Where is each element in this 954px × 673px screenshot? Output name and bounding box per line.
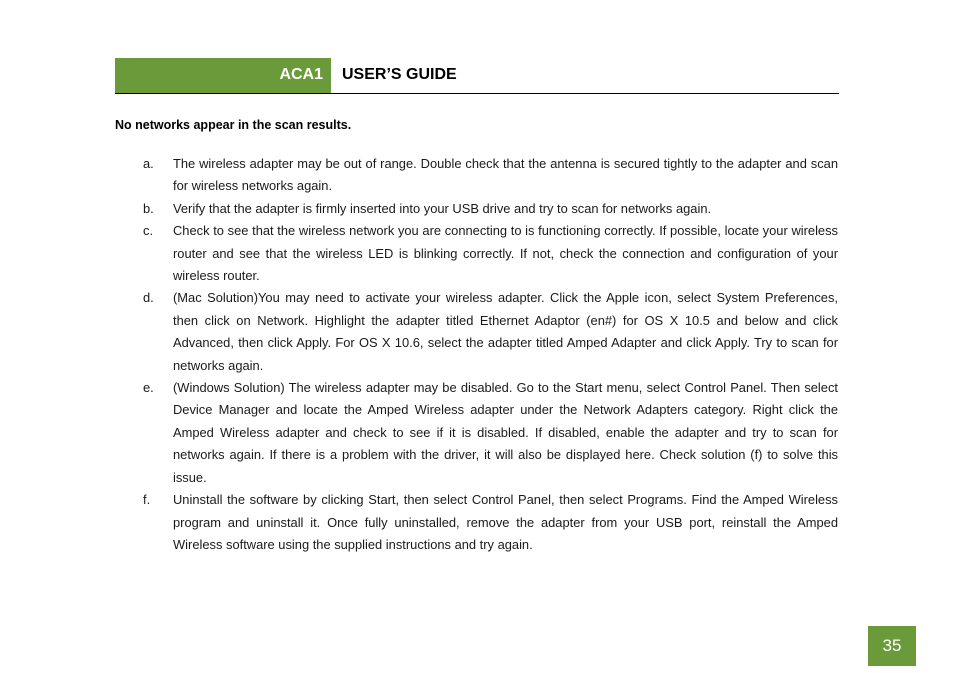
list-item-text: Verify that the adapter is firmly inserted into your USB drive and try to scan for networks again.: [173, 200, 712, 216]
list-item: [143, 220, 838, 287]
list-item-marker: a.: [143, 156, 154, 171]
list-item-marker: f.: [143, 492, 151, 508]
list-item-text: Check to see that the wireless network you are connecting to is functioning correctly. If possible, locate your wireless router and see that the wireless LED is blinking correctly. If not, check the connection and configuration of your wireless router.: [173, 223, 838, 284]
troubleshooting-list: [143, 153, 838, 556]
list-item-marker: d.: [143, 290, 154, 306]
list-item-text: Uninstall the software by clicking Start, then select Control Panel, then select Programs. Find the Amped Wireless program and uninstall it. Once fully uninstalled, remove the adapter from your USB port, reinstall the Amped Wireless software using the supplied instructions and try again.: [173, 492, 838, 552]
list-item: [143, 377, 838, 489]
header-product-block: [115, 58, 331, 93]
product-name: ACA1: [279, 66, 323, 83]
section-heading: No networks appear in the scan results.: [115, 118, 352, 132]
list-item-marker: b.: [143, 200, 154, 216]
document-title: USER’S GUIDE: [342, 66, 457, 83]
list-item-marker: c.: [143, 223, 154, 239]
list-item: [143, 153, 838, 198]
list-item: [143, 489, 838, 556]
page-number: 35: [868, 626, 916, 666]
list-item-marker: e.: [143, 380, 154, 396]
list-item-text: (Windows Solution) The wireless adapter may be disabled. Go to the Start menu, select Control Panel. Then select Device Manager and locate the Amped Wireless adapter under the Network Adapters category. Right click the Amped Wireless adapter and check to see if it is disabled. If disabled, enable the adapter and try to scan for networks again. If there is a problem with the driver, it will also be displayed here. Check solution (f) to solve this issue.: [173, 380, 838, 485]
list-item: [143, 287, 838, 377]
list-item: [143, 198, 838, 220]
list-item-text: The wireless adapter may be out of range. Double check that the antenna is secured tightly to the adapter and scan for wireless networks again.: [173, 156, 838, 194]
header-divider: [115, 93, 839, 94]
list-item-text: (Mac Solution)You may need to activate your wireless adapter. Click the Apple icon, select System Preferences, then click on Network. Highlight the adapter titled Ethernet Adaptor (en#) for OS X 10.5 and below and click Advanced, then click Apply. For OS X 10.6, select the adapter titled Amped Adapter and click Apply. Try to scan for networks again.: [173, 290, 838, 373]
